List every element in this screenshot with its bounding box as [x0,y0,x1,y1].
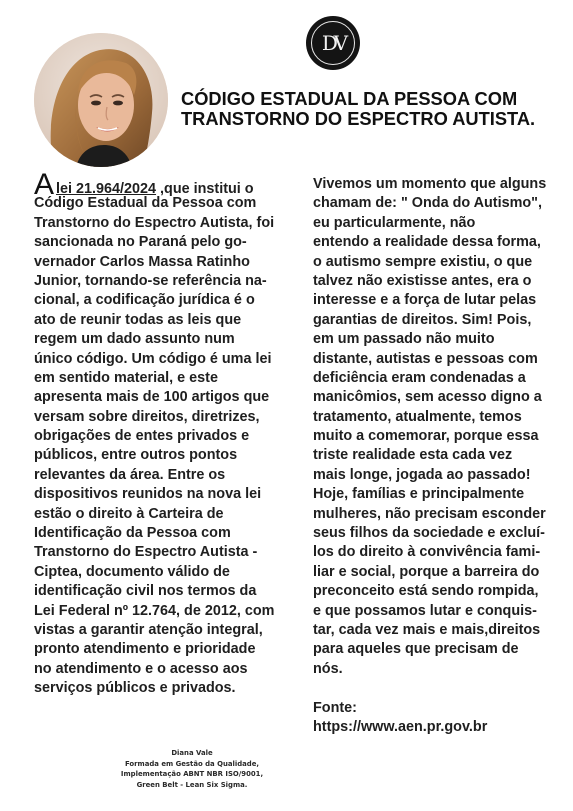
left-line: pronto atendimento e prioridade [34,641,256,658]
left-line: Código Estadual da Pessoa com [34,195,257,212]
logo-badge [306,16,360,70]
author-credential: Green Belt - Lean Six Sigma. [136,780,248,789]
left-line: públicos, entre outros pontos [34,447,238,464]
left-line: apresenta mais de 100 artigos que [34,389,270,406]
left-column [34,168,296,699]
right-line: mais longe, jogada ao passado! [313,466,531,483]
left-line: identificação civil nos termos da [34,583,257,600]
title-line-2: TRANSTORNO DO ESPECTRO AUTISTA. [181,108,536,129]
right-line: chamam de: " Onda do Autismo", [313,195,542,212]
left-line: no atendimento e o acesso aos [34,660,248,677]
left-line: estão o direito à Carteira de [34,505,224,522]
left-line: sancionada no Paraná pelo go- [34,234,247,251]
left-line: Junior, tornando-se referência na- [34,272,267,289]
left-first-line-rest: ,que institui o [156,181,254,197]
left-line: Transtorno do Espectro Autista - [34,544,258,561]
left-line: único código. Um código é uma lei [34,350,272,367]
right-column [313,175,563,737]
right-line: tar, cada vez mais e mais,direitos [313,621,541,638]
left-line: dispositivos reunidos na nova lei [34,486,262,503]
left-line: Transtorno do Espectro Autista, foi [34,214,275,231]
right-line: Vivemos um momento que alguns [313,176,547,192]
right-line: distante, autistas e pessoas com [313,350,538,367]
source-label: Fonte: [313,699,357,716]
title-line-1: CÓDIGO ESTADUAL DA PESSOA COM [181,88,518,109]
right-line: o autismo sempre existiu, o que [313,253,533,270]
left-line: vistas a garantir atenção integral, [34,621,263,638]
left-line: em sentido material, e este [34,369,218,386]
left-line: vernador Carlos Massa Ratinho [34,253,250,270]
left-line: Lei Federal nº 12.764, de 2012, com [34,602,275,619]
right-line: eu particularmente, não [313,214,476,231]
left-line: Identificação da Pessoa com [34,525,231,542]
right-line: talvez não existisse antes, era o [313,272,532,289]
left-line: versam sobre direitos, diretrizes, [34,408,260,425]
right-line: garantias de direitos. Sim! Pois, [313,311,532,328]
author-credential: Formada em Gestão da Qualidade, [124,759,260,768]
right-line: manicômios, sem acesso digno a [313,389,542,406]
right-line: para aqueles que precisam de [313,641,519,658]
right-line: tratamento, atualmente, temos [313,408,522,425]
right-line: Hoje, famílias e principalmente [313,486,525,503]
article-title [181,89,561,129]
logo-monogram: DV [311,21,355,65]
left-line: cional, a codificação jurídica é o [34,292,255,309]
right-line: mulheres, não precisam esconder [313,505,546,522]
right-line: los do direito à convivência fami- [313,544,541,561]
right-line: entendo a realidade dessa forma, [313,234,541,251]
right-line: em um passado não muito [313,331,495,348]
spacer [313,679,563,698]
right-line: seus filhos da sociedade e excluí- [313,525,545,542]
source-url[interactable]: https://www.aen.pr.gov.br [313,718,488,735]
left-line: ato de reunir todas as leis que [34,311,242,328]
right-line: preconceito está sendo rompida, [313,583,539,600]
left-first-line [34,168,296,201]
dropcap: A [34,168,55,201]
right-line: e que possamos lutar e conquis- [313,602,537,619]
left-line: obrigações de entes privados e [34,428,250,445]
author-credit [92,748,292,790]
law-link[interactable]: lei 21.964/2024 [56,181,157,197]
right-line: deficiência eram condenadas a [313,369,526,386]
right-line: interesse e a força de lutar pelas [313,292,537,309]
author-photo [34,33,168,167]
left-line: serviços públicos e privados. [34,680,236,697]
right-line: liar e social, porque a barreira do [313,563,540,580]
right-line: muito a comemorar, porque essa [313,428,539,445]
right-line: triste realidade esta cada vez [313,447,513,464]
author-name: Diana Vale [171,749,213,757]
left-line: regem um dado assunto num [34,331,235,348]
left-line: relevantes da área. Entre os [34,466,226,483]
left-line: Ciptea, documento válido de [34,563,230,580]
author-credential: Implementação ABNT NBR ISO/9001, [120,770,264,778]
right-line: nós. [313,660,343,677]
